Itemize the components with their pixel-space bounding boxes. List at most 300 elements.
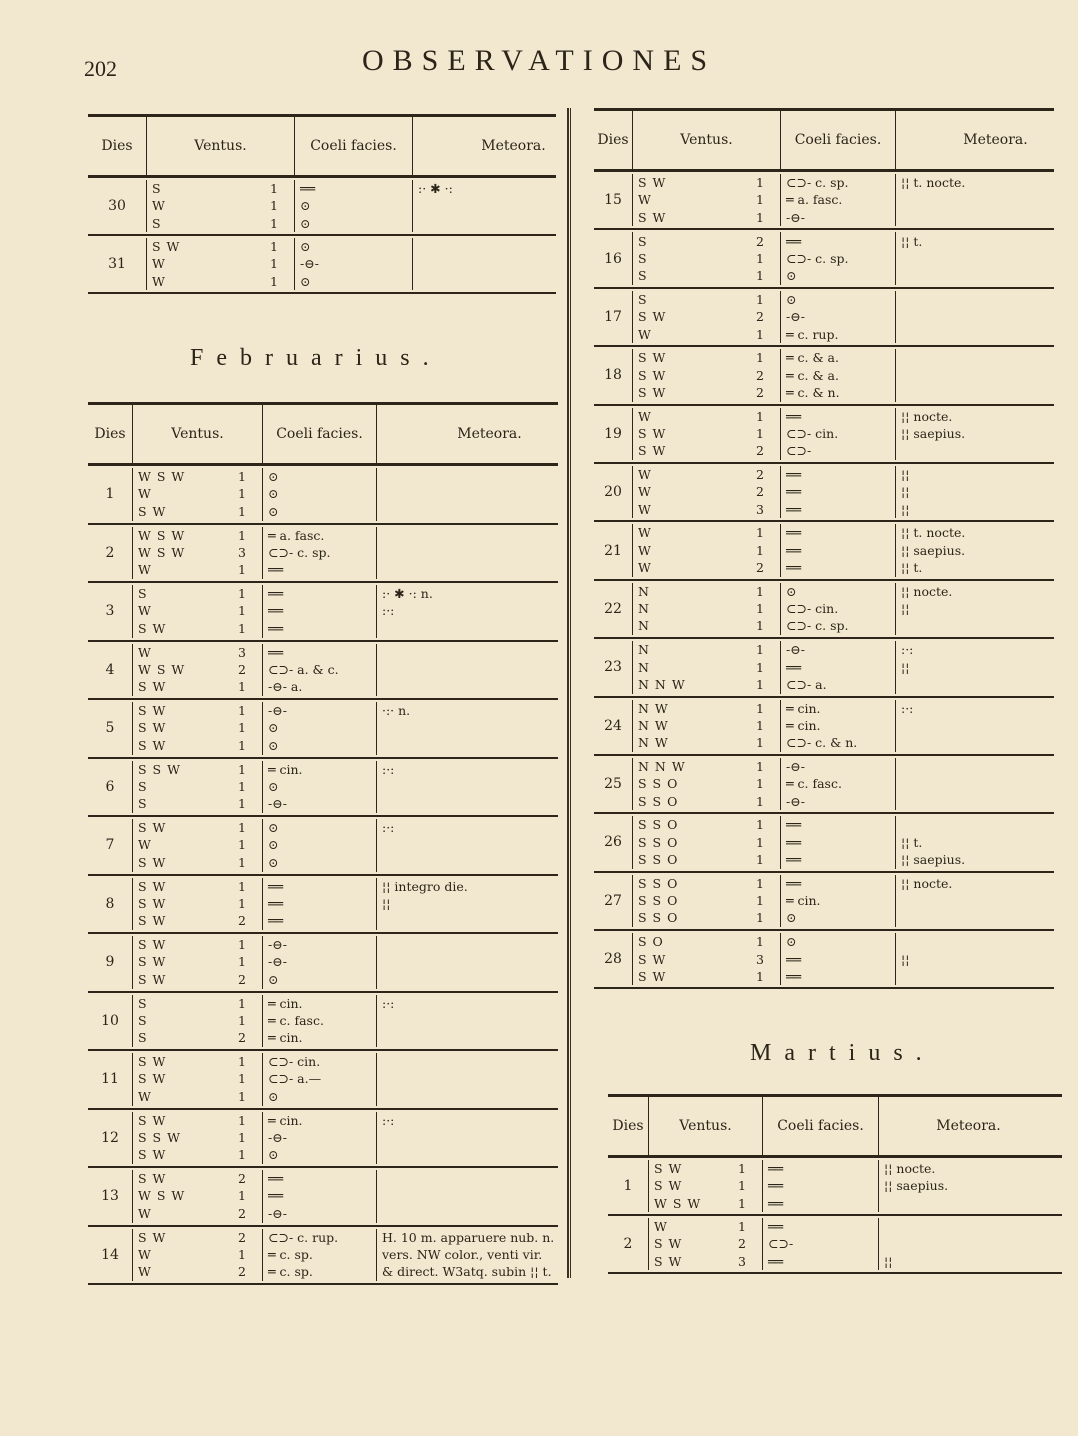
wind-line [633, 174, 780, 191]
meteora-line [896, 758, 1078, 775]
wind-force: 1 [756, 676, 764, 692]
wind-direction: W S W [654, 1195, 702, 1211]
wind-direction: N W [638, 700, 669, 716]
meteora-cell [878, 1160, 1058, 1212]
sky-cell [262, 761, 376, 814]
wind-force: 1 [238, 1054, 246, 1070]
wind-line [633, 524, 780, 541]
wind-force: 2 [238, 661, 246, 677]
wind-direction: S [152, 215, 162, 231]
day-row [88, 236, 556, 294]
sky-line: -⊖- [786, 642, 805, 658]
meteora-line [413, 238, 614, 255]
sky-cell [294, 180, 412, 232]
day-row [88, 993, 558, 1052]
day-number: 8 [105, 895, 115, 912]
sky-line: ══ [268, 895, 284, 911]
sky-line: ⊙ [786, 291, 797, 307]
meteora-line: H. 10 m. apparuere nub. n. [382, 1229, 555, 1245]
wind-direction: S W [638, 443, 667, 459]
sky-cell [262, 644, 376, 697]
wind-direction: N N W [638, 759, 686, 775]
wind-force: 1 [756, 350, 764, 366]
day-number: 2 [623, 1236, 633, 1252]
wind-direction: S W [138, 971, 167, 987]
sky-cell [262, 819, 376, 872]
sky-cell [262, 527, 376, 580]
wind-force: 1 [238, 486, 246, 502]
sky-line: ⊙ [268, 778, 279, 794]
meteora-line: ¦¦ nocte. [901, 408, 953, 424]
wind-force: 1 [270, 215, 278, 231]
wind-force: 1 [756, 525, 764, 541]
wind-line [633, 717, 780, 734]
wind-direction: W [152, 256, 166, 272]
meteora-line: ¦¦ saepius. [901, 542, 966, 558]
meteora-line [896, 191, 1078, 208]
wind-line [633, 968, 780, 985]
meteora-line: ¦¦ [901, 467, 910, 483]
sky-line: -⊖- [268, 954, 287, 970]
wind-direction: W [138, 1088, 152, 1104]
wind-cell [632, 816, 780, 868]
sky-line: ══ [768, 1178, 784, 1194]
wind-force: 1 [756, 817, 764, 833]
wind-line [633, 793, 780, 810]
wind-direction: S W [638, 384, 667, 400]
day-number: 10 [101, 1012, 119, 1029]
sky-cell [780, 641, 895, 693]
wind-line [133, 936, 262, 953]
wind-direction: W [138, 486, 152, 502]
wind-direction: S W [138, 820, 167, 836]
header-meteora: Meteora. [412, 117, 614, 175]
sky-line: ═ c. & a. [786, 367, 839, 383]
sky-line: ⊂⊃- cin. [268, 1054, 321, 1070]
wind-direction: W [654, 1219, 668, 1235]
sky-cell [262, 585, 376, 638]
wind-direction: S W [138, 1112, 167, 1128]
meteora-cell [376, 995, 602, 1048]
wind-line [133, 1263, 262, 1280]
wind-force: 1 [738, 1195, 746, 1211]
wind-force: 2 [756, 484, 764, 500]
sky-line: ══ [768, 1195, 784, 1211]
wind-line [633, 658, 780, 675]
wind-force: 2 [238, 1264, 246, 1280]
wind-force: 1 [756, 852, 764, 868]
wind-cell [132, 644, 262, 697]
wind-line [633, 232, 780, 249]
wind-cell [146, 238, 294, 290]
wind-force: 1 [738, 1219, 746, 1235]
wind-direction: S W [638, 426, 667, 441]
meteora-line [896, 349, 1078, 366]
meteora-line: ¦¦ t. [901, 560, 923, 576]
day-row [88, 1168, 558, 1227]
meteora-line: ¦¦ nocte. [901, 583, 953, 599]
day-number: 12 [101, 1129, 119, 1146]
wind-force: 1 [238, 837, 246, 853]
sky-line: ══ [786, 408, 802, 424]
wind-line [133, 778, 262, 795]
meteora-line [896, 676, 1078, 693]
wind-line [633, 325, 780, 342]
meteora-line: ¦¦ [901, 951, 910, 967]
wind-line [633, 366, 780, 383]
wind-line [633, 267, 780, 284]
wind-force: 2 [238, 913, 246, 929]
sky-line: ⊂⊃- cin. [786, 601, 839, 617]
sky-line: -⊖- [268, 796, 287, 812]
meteora-line: ¦¦ [884, 1253, 893, 1269]
day-row [594, 581, 1054, 639]
wind-direction: S W [638, 175, 667, 191]
wind-force: 1 [756, 175, 764, 191]
wind-force: 1 [270, 181, 278, 197]
day-row [88, 525, 558, 584]
meteora-cell [895, 291, 1078, 343]
meteora-line [896, 291, 1078, 308]
meteora-line [377, 778, 602, 795]
wind-force: 1 [756, 408, 764, 424]
meteora-line [377, 912, 602, 929]
running-title: OBSERVATIONES [362, 44, 717, 77]
wind-line [133, 1170, 262, 1187]
february-table-right [594, 108, 1054, 989]
sky-line: ══ [786, 501, 802, 517]
wind-direction: W [138, 644, 152, 660]
wind-force: 1 [738, 1178, 746, 1194]
meteora-line: :·: [382, 820, 395, 836]
wind-force: 1 [756, 250, 764, 266]
wind-direction: S W [638, 350, 667, 366]
day-number: 7 [105, 837, 115, 854]
meteora-cell [878, 1218, 1058, 1270]
day-number: 4 [105, 661, 115, 678]
header-ventus: Ventus. [632, 111, 780, 169]
wind-line [649, 1218, 762, 1235]
meteora-line [377, 1170, 602, 1187]
sky-line: ⊂⊃- c. sp. [786, 250, 849, 266]
wind-line [633, 209, 780, 226]
wind-force: 2 [238, 1171, 246, 1187]
day-number: 17 [604, 308, 622, 325]
day-number: 11 [101, 1071, 119, 1088]
wind-force: 1 [238, 527, 246, 543]
sky-line: ═ c. rup. [786, 326, 839, 342]
wind-direction: W [138, 837, 152, 853]
meteora-line [377, 561, 602, 578]
wind-line [633, 466, 780, 483]
meteora-cell [376, 1229, 602, 1282]
wind-force: 2 [756, 560, 764, 576]
wind-direction: N N W [638, 676, 686, 692]
wind-line [649, 1177, 762, 1194]
wind-direction: S W [138, 1229, 167, 1245]
wind-force: 1 [238, 1012, 246, 1028]
day-number: 15 [604, 192, 622, 209]
wind-line [633, 425, 780, 442]
wind-force: 1 [756, 735, 764, 751]
meteora-line [377, 1070, 602, 1087]
wind-force: 1 [238, 703, 246, 719]
meteora-cell [895, 408, 1078, 460]
day-number: 22 [604, 600, 622, 617]
wind-line [633, 816, 780, 833]
day-row [88, 817, 558, 876]
sky-line: ══ [786, 659, 802, 675]
martius-title: Martius. [750, 1040, 935, 1066]
wind-force: 1 [756, 875, 764, 891]
sky-line: -⊖- [786, 309, 805, 325]
wind-line [133, 527, 262, 544]
meteora-line: :·: [901, 700, 914, 716]
sky-line: ⊙ [786, 910, 797, 926]
wind-direction: W [138, 562, 152, 578]
sky-line: ══ [268, 1188, 284, 1204]
wind-force: 1 [238, 620, 246, 636]
wind-direction: W [638, 542, 652, 558]
day-row [594, 347, 1054, 405]
wind-force: 1 [238, 679, 246, 695]
day-row [594, 814, 1054, 872]
sky-line: ⊙ [268, 854, 279, 870]
day-row [594, 639, 1054, 697]
wind-direction: S W [138, 937, 167, 953]
day-number: 31 [108, 256, 126, 272]
wind-force: 2 [238, 1030, 246, 1046]
wind-cell [632, 524, 780, 576]
wind-direction: W S W [138, 469, 186, 485]
sky-cell [262, 1170, 376, 1223]
wind-line [133, 995, 262, 1012]
wind-cell [132, 761, 262, 814]
meteora-cell [895, 933, 1078, 985]
day-row [88, 178, 556, 236]
wind-cell [132, 1170, 262, 1223]
meteora-cell [376, 702, 602, 755]
meteora-line [377, 678, 602, 695]
meteora-line [377, 836, 602, 853]
wind-force: 1 [270, 273, 278, 289]
sky-line: ⊂⊃- a.— [268, 1071, 322, 1087]
wind-force: 2 [756, 467, 764, 483]
sky-line: -⊖- a. [268, 679, 303, 695]
wind-direction: W [138, 1246, 152, 1262]
wind-line [649, 1253, 762, 1270]
wind-cell [632, 291, 780, 343]
wind-force: 1 [238, 954, 246, 970]
wind-line [133, 1187, 262, 1204]
day-row [88, 466, 558, 525]
wind-force: 1 [238, 1088, 246, 1104]
meteora-line: ¦¦ saepius. [901, 426, 966, 441]
meteora-line [377, 620, 602, 637]
wind-force: 2 [756, 443, 764, 459]
day-row [594, 698, 1054, 756]
meteora-line [377, 1205, 602, 1222]
wind-direction: N [638, 601, 650, 617]
wind-direction: N [638, 618, 650, 634]
wind-line [633, 442, 780, 459]
wind-force: 1 [238, 586, 246, 602]
meteora-line: ¦¦ [901, 501, 910, 517]
day-number: 28 [604, 951, 622, 968]
wind-direction: W S W [138, 661, 186, 677]
meteora-line [377, 1187, 602, 1204]
wind-direction: W [638, 501, 652, 517]
meteora-line [896, 308, 1078, 325]
sky-line: ⊂⊃- c. sp. [268, 544, 331, 560]
wind-force: 1 [756, 968, 764, 984]
wind-force: 3 [238, 644, 246, 660]
wind-direction: S [138, 995, 148, 1011]
header-meteora: Meteora. [895, 111, 1078, 169]
wind-force: 1 [238, 737, 246, 753]
wind-line [133, 561, 262, 578]
wind-force: 1 [270, 239, 278, 255]
sky-cell [262, 1112, 376, 1165]
wind-direction: S W [654, 1178, 683, 1194]
day-number: 2 [105, 544, 115, 561]
wind-line [133, 661, 262, 678]
wind-force: 2 [238, 971, 246, 987]
day-row [594, 931, 1054, 989]
wind-force: 1 [270, 198, 278, 214]
wind-force: 1 [238, 469, 246, 485]
sky-cell [780, 291, 895, 343]
meteora-line [377, 644, 602, 661]
sky-line: ⊂⊃- a. & c. [268, 661, 339, 677]
wind-line [133, 1229, 262, 1246]
sky-line: ⊙ [268, 503, 279, 519]
wind-line [133, 1053, 262, 1070]
day-number: 30 [108, 198, 126, 214]
meteora-cell [895, 174, 1078, 226]
wind-line [633, 408, 780, 425]
wind-direction: N [638, 583, 650, 599]
wind-direction: S S W [138, 761, 181, 777]
meteora-line [896, 267, 1078, 284]
wind-force: 1 [238, 720, 246, 736]
wind-force: 2 [756, 384, 764, 400]
wind-force: 1 [756, 326, 764, 342]
sky-line: ⊙ [268, 720, 279, 736]
meteora-cell [376, 936, 602, 989]
wind-direction: S W [138, 1147, 167, 1163]
wind-direction: S O [638, 934, 664, 950]
sky-line: ⊂⊃- [786, 443, 812, 459]
wind-line [633, 559, 780, 576]
wind-force: 1 [238, 562, 246, 578]
meteora-cell [412, 180, 614, 232]
day-number: 1 [105, 486, 115, 503]
day-row [594, 464, 1054, 522]
wind-line [133, 678, 262, 695]
wind-line [133, 878, 262, 895]
wind-line [147, 197, 294, 214]
sky-line: ⊂⊃- c. & n. [786, 735, 858, 751]
wind-force: 3 [756, 951, 764, 967]
sky-cell [780, 758, 895, 810]
sky-line: ══ [768, 1219, 784, 1235]
wind-direction: S [638, 250, 648, 266]
header-dies: Dies [612, 1118, 644, 1134]
wind-force: 1 [756, 934, 764, 950]
meteora-line: :·: [382, 761, 395, 777]
day-number: 9 [105, 954, 115, 971]
wind-direction: S W [138, 703, 167, 719]
wind-force: 1 [756, 426, 764, 441]
meteora-line [896, 325, 1078, 342]
wind-force: 1 [756, 717, 764, 733]
table-header [608, 1094, 1062, 1158]
day-number: 27 [604, 892, 622, 909]
wind-direction: W [152, 273, 166, 289]
meteora-line [413, 273, 614, 290]
sky-cell [780, 349, 895, 401]
wind-cell [632, 583, 780, 635]
wind-force: 1 [238, 878, 246, 894]
wind-force: 2 [756, 309, 764, 325]
wind-force: 1 [738, 1161, 746, 1177]
meteora-line [377, 661, 602, 678]
wind-line [633, 191, 780, 208]
wind-line [133, 1205, 262, 1222]
wind-line [633, 483, 780, 500]
wind-line [133, 1146, 262, 1163]
wind-force: 1 [238, 1071, 246, 1087]
wind-cell [648, 1218, 762, 1270]
wind-cell [146, 180, 294, 232]
meteora-line [896, 892, 1078, 909]
sky-line: ══ [268, 586, 284, 602]
day-row [594, 230, 1054, 288]
wind-force: 1 [238, 778, 246, 794]
wind-line [633, 875, 780, 892]
wind-force: 1 [270, 256, 278, 272]
day-row [88, 876, 558, 935]
meteora-line [377, 468, 602, 485]
meteora-line [377, 854, 602, 871]
sky-line: -⊖- [268, 703, 287, 719]
sky-cell [780, 174, 895, 226]
wind-line [147, 273, 294, 290]
meteora-line: :·: [382, 995, 395, 1011]
sky-line: ══ [786, 233, 802, 249]
wind-line [649, 1235, 762, 1252]
meteora-line: ¦¦ [382, 895, 391, 911]
meteora-line: ¦¦ nocte. [901, 875, 953, 891]
wind-line [633, 734, 780, 751]
wind-force: 1 [238, 1112, 246, 1128]
wind-force: 2 [238, 1229, 246, 1245]
meteora-line [896, 793, 1078, 810]
wind-cell [632, 758, 780, 810]
sky-cell [762, 1218, 878, 1270]
meteora-line: ¦¦ integro die. [382, 878, 468, 894]
meteora-line [896, 250, 1078, 267]
wind-cell [648, 1160, 762, 1212]
meteora-line: vers. NW color., venti vir. [382, 1246, 543, 1262]
sky-line: ⊙ [268, 837, 279, 853]
sky-line: ══ [786, 525, 802, 541]
wind-line [633, 641, 780, 658]
day-row [88, 642, 558, 701]
meteora-line [896, 209, 1078, 226]
meteora-cell [895, 700, 1078, 752]
